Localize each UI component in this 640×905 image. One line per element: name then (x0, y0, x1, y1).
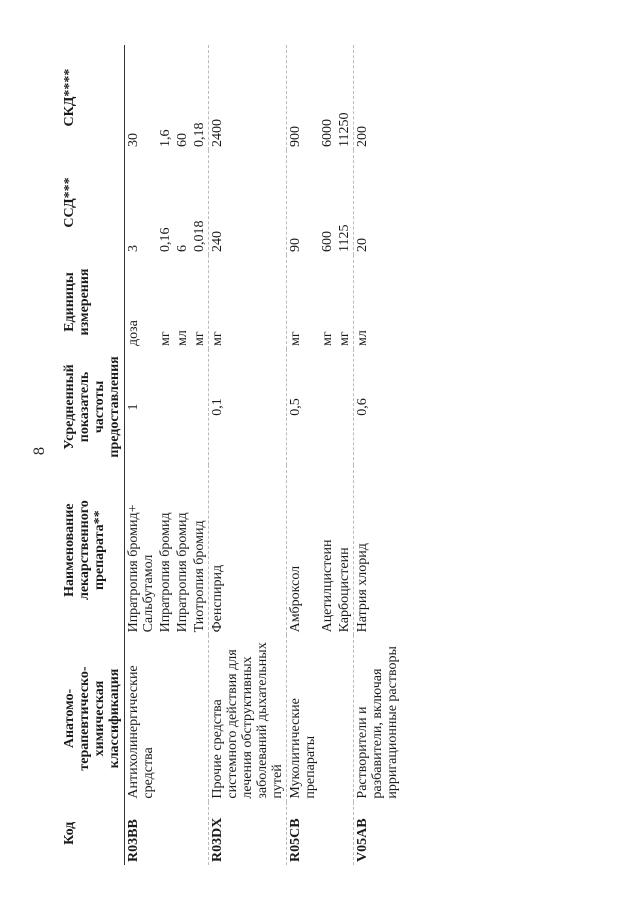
group-avg: 0,5 (287, 349, 320, 465)
table-row (319, 45, 336, 865)
drug-skd: 11250 (337, 112, 352, 148)
table-row (209, 45, 287, 865)
group-code: R05CB (287, 802, 320, 865)
header-drug: Наименование лекарственного препарата** (60, 465, 125, 636)
group-atc: Антихолинергические средства (125, 635, 158, 801)
table-row (287, 45, 320, 865)
drug-unit: мл (354, 255, 402, 349)
drug-ssd: 3 (125, 150, 158, 255)
header-avg: Усредненный показатель частоты предоставления (60, 349, 125, 465)
drug-name: Тиотропия бромид (192, 520, 207, 633)
drug-unit: мг (192, 331, 207, 346)
drug-ssd: 0,16 (158, 227, 173, 252)
group-code: R03BB (125, 802, 158, 865)
drug-unit: мг (209, 255, 287, 349)
drug-skd: 30 (125, 45, 158, 150)
drug-skd: 200 (354, 45, 402, 150)
drug-skd: 60 (175, 133, 190, 148)
drug-skd: 1,6 (158, 129, 173, 148)
table-row (354, 45, 402, 865)
header-atc: Анатомо-терапевтическо-химическая классификация (60, 635, 125, 801)
group-code: R03DX (209, 802, 287, 865)
drug-name: Ипратропия бромид+ Сальбутамол (125, 465, 158, 636)
drug-skd: 0,18 (192, 122, 207, 148)
drug-unit: мг (337, 331, 352, 346)
drug-skd: 2400 (209, 45, 287, 150)
header-ssd: ССД*** (60, 150, 125, 255)
drug-name: Ацетилцистеин (320, 539, 335, 633)
drug-unit: мг (287, 255, 320, 349)
drug-ssd: 0,018 (192, 220, 207, 252)
drug-unit: мг (158, 331, 173, 346)
rotated-table-container (60, 45, 620, 865)
drug-name: Ипратропия бромид (158, 512, 173, 633)
drug-ssd: 90 (287, 150, 320, 255)
table-row (191, 45, 209, 865)
page-number: 8 (32, 446, 48, 456)
drug-ssd: 20 (354, 150, 402, 255)
drug-name: Карбоцистеин (337, 547, 352, 633)
drug-ssd: 1125 (337, 224, 352, 252)
drug-name: Амброксол (287, 465, 320, 636)
group-code: V05AB (354, 802, 402, 865)
header-skd: СКД**** (60, 45, 125, 150)
group-atc: Прочие средства системного действия для лечения обструктивных заболеваний дыхательных путей (209, 635, 287, 801)
drug-table (60, 45, 401, 865)
table-header-row (60, 45, 125, 865)
drug-unit: мл (175, 330, 190, 346)
group-atc: Муколитические препараты (287, 635, 320, 801)
drug-ssd: 6 (175, 244, 190, 252)
group-avg: 0,1 (209, 349, 287, 465)
drug-ssd: 240 (209, 150, 287, 255)
drug-unit: мг (320, 331, 335, 346)
drug-unit: доза (125, 255, 158, 349)
drug-skd: 900 (287, 45, 320, 150)
table-row (125, 45, 158, 865)
table-row (174, 45, 191, 865)
table-row (336, 45, 354, 865)
drug-name: Натрия хлорид (354, 465, 402, 636)
group-atc: Растворители и разбавители, включая ирригационные растворы (354, 635, 402, 801)
header-unit: Единицы измерения (60, 255, 125, 349)
drug-skd: 6000 (320, 119, 335, 148)
drug-name: Ипратропия бромид (175, 512, 190, 633)
header-code: Код (60, 802, 125, 865)
table-row (157, 45, 174, 865)
drug-ssd: 600 (320, 230, 335, 252)
drug-name: Фенспирид (209, 465, 287, 636)
group-avg: 1 (125, 349, 158, 465)
group-avg: 0,6 (354, 349, 402, 465)
